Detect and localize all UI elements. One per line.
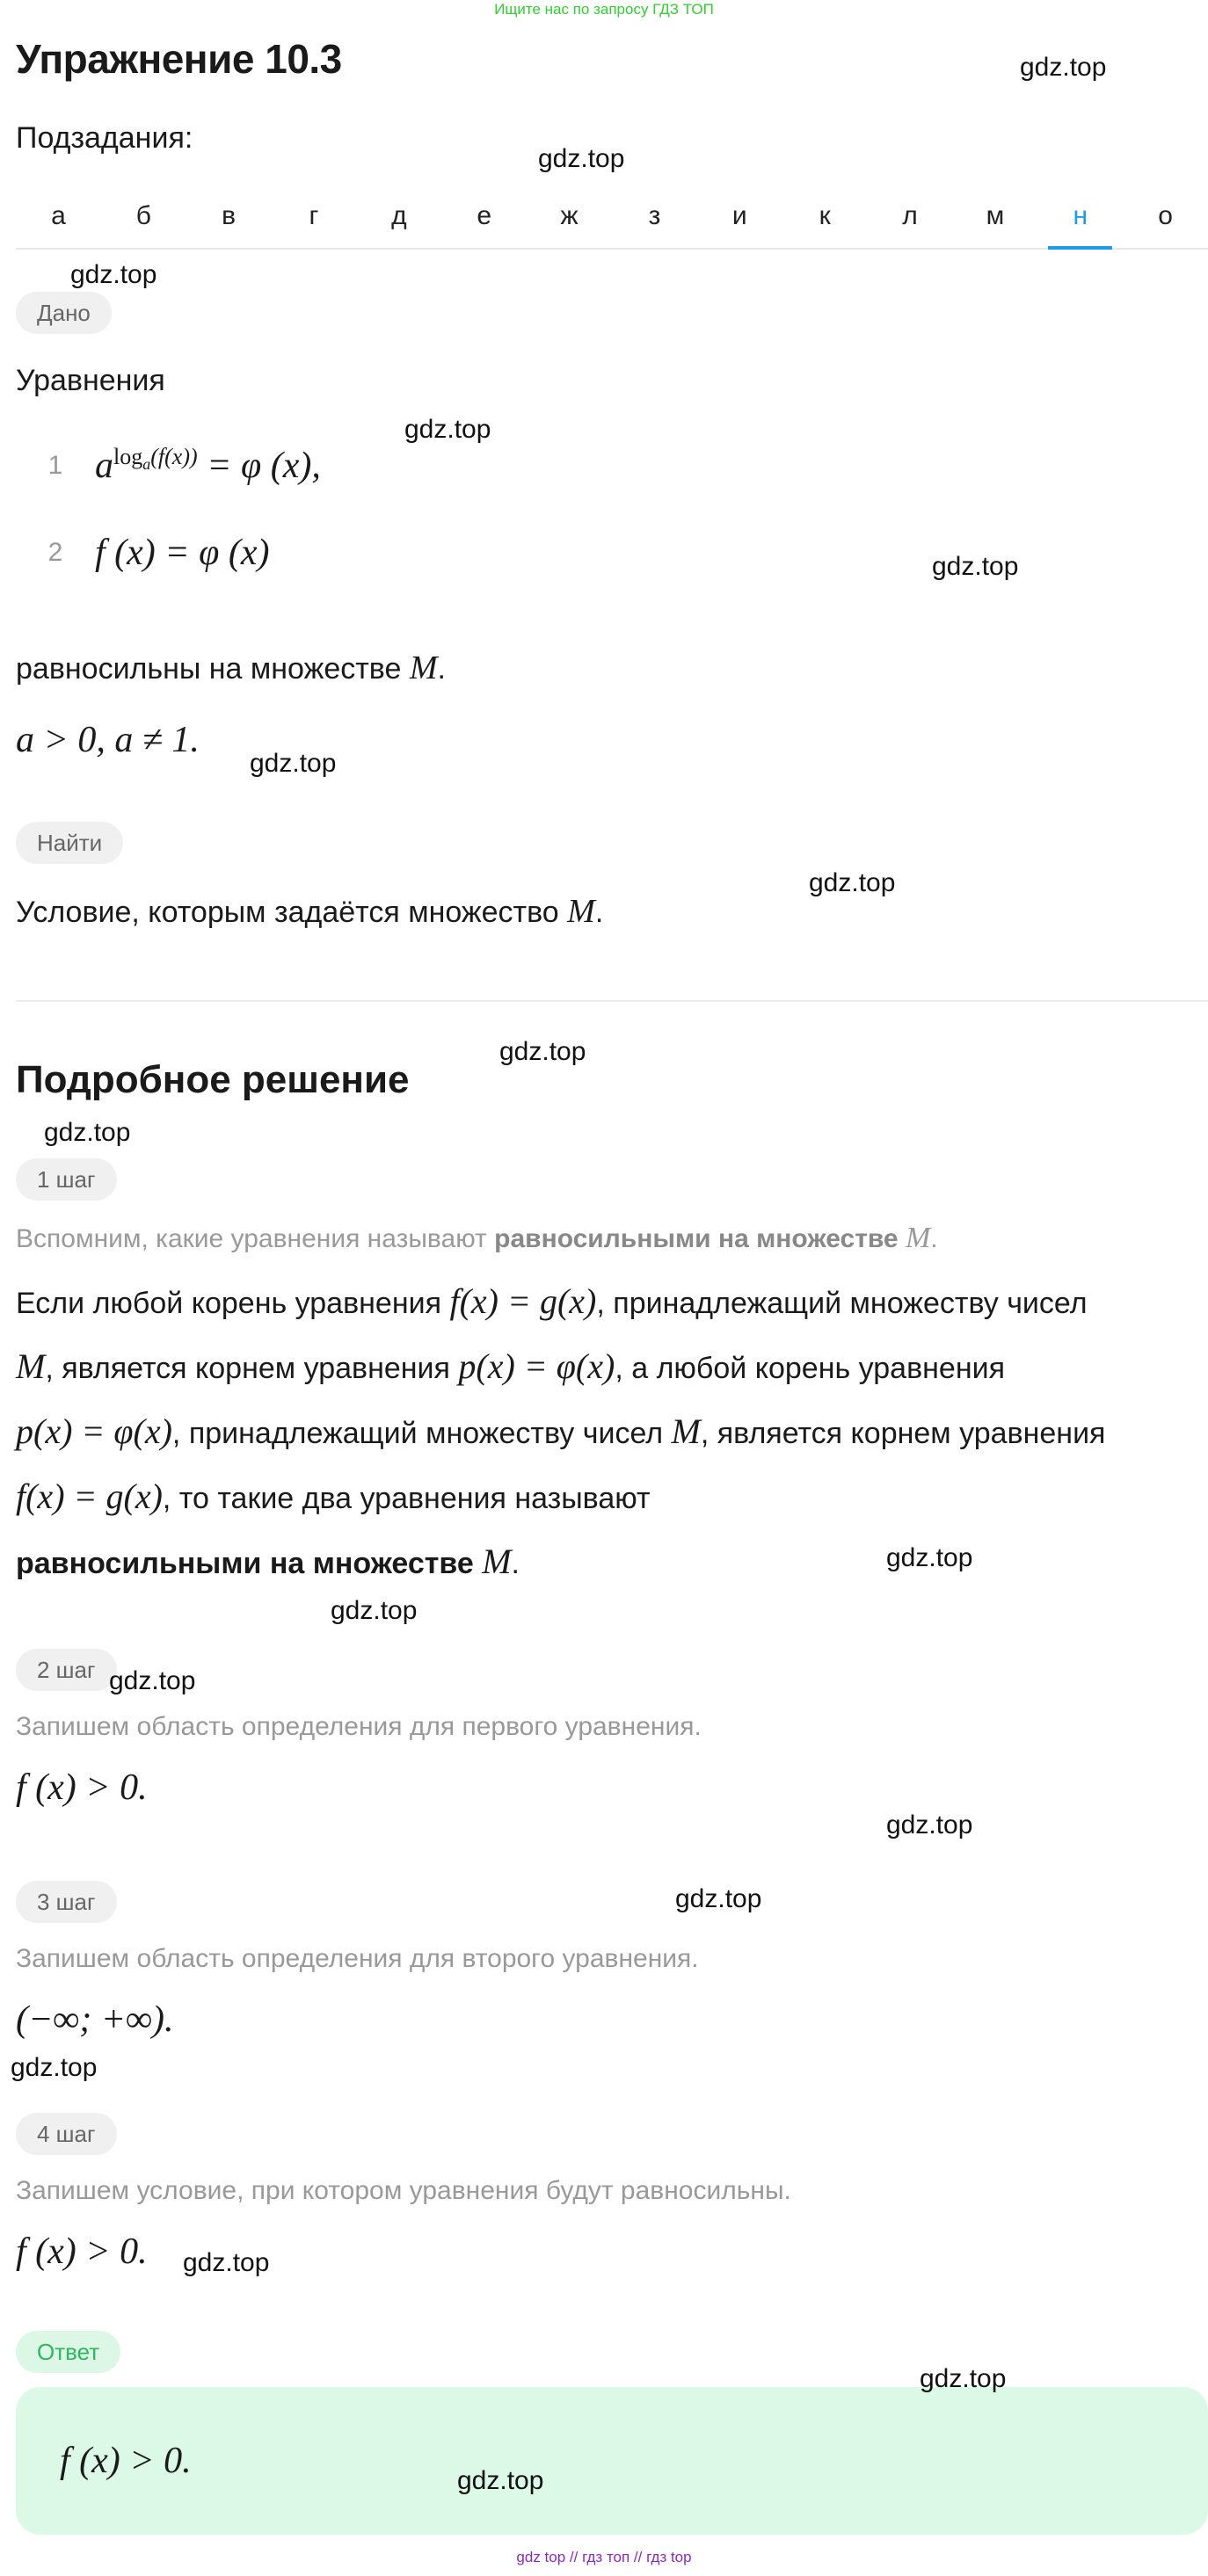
tab-m[interactable]: м bbox=[986, 201, 1005, 230]
watermark: gdz.top bbox=[250, 749, 337, 778]
answer-formula: f (x) > 0. bbox=[60, 2441, 192, 2481]
tab-i[interactable]: и bbox=[731, 201, 747, 230]
tab-d[interactable]: д bbox=[391, 201, 407, 230]
watermark: gdz.top bbox=[70, 260, 157, 289]
step-3-hint: Запишем область определения для второго уравнения. bbox=[16, 1944, 699, 1973]
step-3-badge: 3 шаг bbox=[16, 1881, 117, 1923]
given-badge: Дано bbox=[16, 292, 112, 334]
tab-o[interactable]: о bbox=[1158, 201, 1173, 230]
watermark: gdz.top bbox=[183, 2248, 270, 2277]
watermark: gdz.top bbox=[11, 2053, 98, 2082]
watermark: gdz.top bbox=[404, 415, 491, 444]
given-heading: Уравнения bbox=[16, 364, 165, 397]
equation-1 bbox=[16, 444, 321, 487]
tab-zh[interactable]: ж bbox=[560, 201, 579, 230]
step-1-hint: Вспомним, какие уравнения называют равносильными на множестве M. bbox=[16, 1222, 938, 1254]
tab-k[interactable]: к bbox=[819, 201, 831, 230]
equation-number: 2 bbox=[47, 538, 63, 567]
solution-title: Подробное решение bbox=[16, 1058, 410, 1101]
equation-2 bbox=[16, 532, 269, 574]
equation-2-formula: f (x) = φ (x) bbox=[95, 533, 270, 573]
footer-links[interactable]: gdz top // гдз топ // гдз top bbox=[516, 2549, 692, 2565]
top-banner[interactable]: Ищите нас по запросу ГДЗ ТОП bbox=[494, 1, 714, 18]
tab-a[interactable]: а bbox=[51, 201, 66, 230]
step-2-hint: Запишем область определения для первого уравнения. bbox=[16, 1712, 702, 1741]
find-badge: Найти bbox=[16, 822, 123, 864]
watermark: gdz.top bbox=[886, 1543, 973, 1572]
definition-paragraph: Если любой корень уравнения f(x) = g(x), принадлежащий множеству чисел M, является корнем уравнения p(x) = φ(x), а любой корень уравнения p(x) = φ(x), принадлежащий множеству чисел M, является корнем уравнения f(x) = g(x), то такие два уравнения называют равносильными на множестве M. bbox=[16, 1281, 1106, 1581]
tab-l[interactable]: л bbox=[902, 201, 918, 230]
step-2-badge: 2 шаг bbox=[16, 1649, 117, 1691]
step-4-hint: Запишем условие, при котором уравнения будут равносильны. bbox=[16, 2176, 791, 2205]
watermark: gdz.top bbox=[1020, 53, 1107, 82]
watermark: gdz.top bbox=[920, 2364, 1007, 2393]
tab-n-active[interactable]: н bbox=[1037, 185, 1123, 248]
tab-z[interactable]: з bbox=[648, 201, 661, 230]
tab-b[interactable]: б bbox=[135, 201, 151, 230]
step-1-badge: 1 шаг bbox=[16, 1158, 117, 1201]
step-4-badge: 4 шаг bbox=[16, 2113, 117, 2155]
find-statement: Условие, которым задаётся множество M. bbox=[16, 893, 604, 930]
subtasks-label: Подзадания: bbox=[16, 121, 193, 155]
watermark: gdz.top bbox=[44, 1118, 131, 1147]
step-3-result: (−∞; +∞). bbox=[16, 1999, 174, 2040]
tab-v[interactable]: в bbox=[222, 201, 237, 230]
watermark: gdz.top bbox=[499, 1037, 586, 1066]
subtask-tabs bbox=[16, 185, 1208, 250]
tab-g[interactable]: г bbox=[309, 201, 319, 230]
page-title: Упражнение 10.3 bbox=[16, 36, 342, 82]
tab-e[interactable]: е bbox=[477, 201, 492, 230]
watermark: gdz.top bbox=[109, 1666, 196, 1695]
watermark: gdz.top bbox=[538, 144, 625, 173]
watermark: gdz.top bbox=[331, 1596, 418, 1625]
step-4-result: f (x) > 0. bbox=[16, 2231, 148, 2272]
watermark: gdz.top bbox=[886, 1810, 973, 1839]
equation-number: 1 bbox=[47, 450, 63, 480]
equivalence-statement: равносильны на множестве M. bbox=[16, 649, 446, 686]
equation-1-formula: $a^{log_a(f(x))} = \varphi$ (x), bbox=[95, 444, 321, 486]
condition-formula: a > 0, a ≠ 1. bbox=[16, 720, 200, 760]
section-divider bbox=[16, 1000, 1208, 1002]
answer-box bbox=[16, 2387, 1208, 2535]
watermark: gdz.top bbox=[675, 1884, 762, 1913]
watermark: gdz.top bbox=[932, 552, 1019, 581]
step-2-result: f (x) > 0. bbox=[16, 1767, 148, 1808]
watermark: gdz.top bbox=[809, 868, 896, 897]
answer-badge: Ответ bbox=[16, 2331, 120, 2373]
watermark: gdz.top bbox=[457, 2466, 544, 2495]
